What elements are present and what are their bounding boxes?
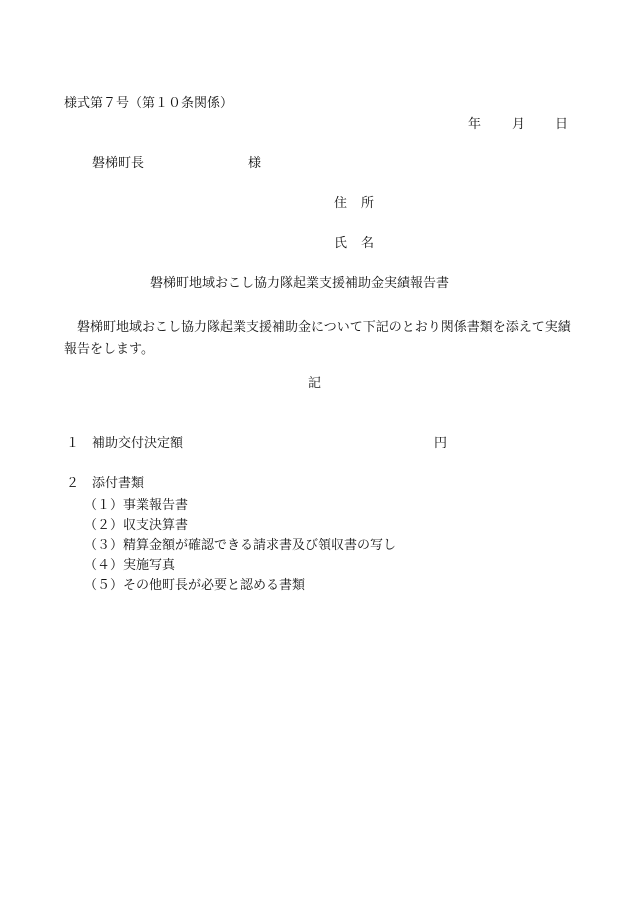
addressee-title: 磐梯町長 (92, 156, 145, 171)
attachment-item: （４）実施写真 (84, 558, 176, 573)
item-1-number: １ (66, 436, 80, 451)
attachment-item: （３）精算金額が確認できる請求書及び領収書の写し (84, 538, 397, 553)
attachment-list (84, 496, 396, 596)
attachment-item: （１）事業報告書 (84, 498, 189, 513)
form-number-label: 様式第７号（第１０条関係） (64, 96, 234, 111)
addressee-honorific: 様 (248, 156, 262, 171)
body-paragraph: 磐梯町地域おこし協力隊起業支援補助金について下記のとおり関係書類を添えて実績報告をします。 (64, 320, 571, 357)
attachment-item: （２）収支決算書 (84, 518, 189, 533)
address-label: 住所 (334, 196, 389, 211)
document-title: 磐梯町地域おこし協力隊起業支援補助金実績報告書 (150, 276, 450, 291)
item-2-number: ２ (66, 476, 80, 491)
ki-heading: 記 (308, 376, 322, 391)
date-year-label: 年 (468, 117, 482, 132)
date-day-label: 日 (555, 117, 569, 132)
item-2-label: 添付書類 (92, 476, 145, 491)
name-label: 氏名 (334, 236, 389, 251)
item-1-unit: 円 (434, 436, 448, 451)
item-1-label: 補助交付決定額 (92, 436, 184, 451)
attachment-item: （５）その他町長が必要と認める書類 (84, 578, 306, 593)
date-month-label: 月 (512, 117, 526, 132)
